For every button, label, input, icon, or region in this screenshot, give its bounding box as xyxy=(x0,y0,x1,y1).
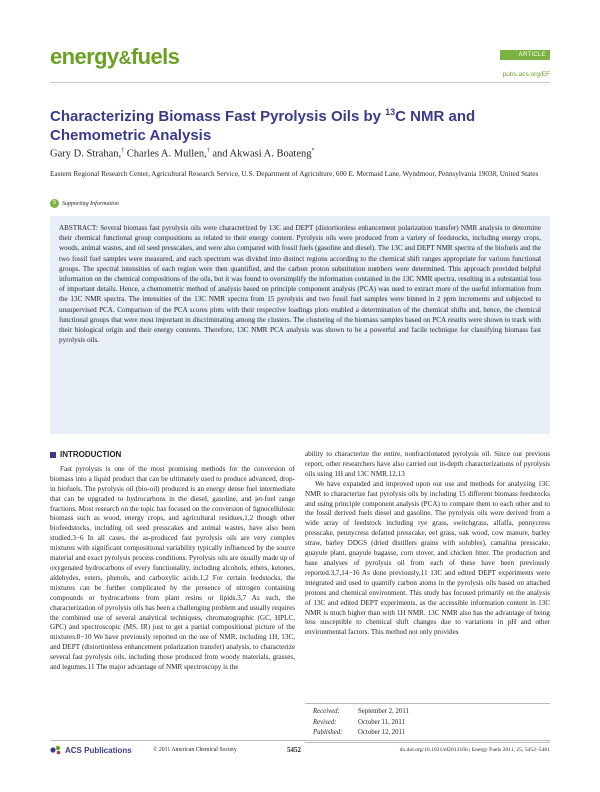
page-number: 5452 xyxy=(287,746,301,754)
section-marker-icon xyxy=(50,452,56,458)
doi-citation[interactable]: dx.doi.org/10.1021/ef201316b | Energy Fuels 2011, 25, 5452–5461 xyxy=(399,747,550,753)
body-paragraph: ability to characterize the entire, nonfractionated pyrolysis oil. Since our previous report, other researchers have also carried out in-depth characterizations of pyrolysis oils using 1H and 13C NMR.12,13 xyxy=(305,450,550,478)
footer-divider xyxy=(50,740,550,741)
affiliation: Eastern Regional Research Center, Agricultural Research Service, U.S. Department of Agriculture, 600 E. Mermaid Lane, Wyndmoor, Pennsylvania 19038, United States xyxy=(50,170,539,178)
section-heading: INTRODUCTION xyxy=(50,450,295,460)
paper-title: Characterizing Biomass Fast Pyrolysis Oils by $^{13}$C NMR and Chemometric Analysis xyxy=(50,107,476,144)
body-column-right xyxy=(305,450,550,638)
body-paragraph: Fast pyrolysis is one of the most promising methods for the conversion of biomass into a liquid product that can be ultimately used to produce advanced, drop-in biofuels. The pyrolysis oil (bio-oil) produced is an energy dense fuel intermediate that can be upgraded to hydrocarbons in the diesel, gasoline, and jet-fuel range fractions. Most research on the topic has focused on the conversion of lignocellulosic biomass such as wood, energy crops, and agricultural residues,1,2 though other biofeedstocks, including oil seed presscakes and animal wastes, have also been studied.3−6 In all cases, the as-produced fast pyrolysis oils are very complex mixtures with significant compositional variability typically influenced by the source material and exact pyrolysis process conditions. Pyrolysis oils are usually made up of oxygenated hydrocarbons of every functionality, including alcohols, ethers, ketones, aldehydes, esters, phenols, and carboxylic acids.1,2 For certain feedstocks, the mixtures can be further complicated by the presence of nitrogen containing compounds or hydrocarbons from plant resins or lipids.3,7 As such, the characterization of pyrolysis oils has been a challenging problem and usually requires the combined use of several analytical techniques, chromatographic (GC, HPLC, GPC) and spectroscopic (MS, IR) just to get a partial compositional picture of the mixtures.8−10 We have previously reported on the use of NMR, including 1H, 13C, and DEPT (distortionless enhancement polarization transfer) analysis, to characterize several fast pyrolysis oils, including those produced from woody materials, grasses, and legumes.11 The major advantage of NMR spectroscopy is the xyxy=(50,464,295,672)
author-name[interactable]: Gary D. Strahan, xyxy=(50,148,122,160)
publisher-logo[interactable]: ACS Publications xyxy=(50,745,132,755)
header-divider xyxy=(50,82,550,83)
date-row: Revised: October 11, 2011 xyxy=(313,718,405,726)
abstract-box xyxy=(50,216,550,434)
author-name[interactable]: and Akwasi A. Boateng xyxy=(212,148,312,160)
journal-name-part: fuels xyxy=(130,44,180,69)
supporting-info-label: Supporting Information xyxy=(62,200,119,207)
author-list: Gary D. Strahan,† Charles A. Mullen,† and Akwasi A. Boateng* xyxy=(50,148,315,160)
journal-logo xyxy=(50,44,179,70)
supporting-info-icon: S xyxy=(50,199,59,208)
journal-name-part: energy xyxy=(50,44,119,69)
abstract-label: ABSTRACT: xyxy=(59,224,98,232)
date-row: Received: September 2, 2011 xyxy=(313,708,409,715)
body-column-left xyxy=(50,450,295,673)
journal-name-amp: & xyxy=(118,48,131,68)
acs-logo-icon xyxy=(50,745,62,755)
author-name[interactable]: Charles A. Mullen, xyxy=(126,148,207,160)
date-row: Published: October 12, 2011 xyxy=(313,729,406,736)
journal-url-link[interactable]: pubs.acs.org/EF xyxy=(502,71,550,78)
body-paragraph: We have expanded and improved upon our use and methods for analyzing 13C NMR to characterize fast pyrolysis oils by including 15 different biomass feedstocks and using principle component analysis (PCA) to compare them to each other and to the fossil derived fuels diesel and gasoline. The pyrolysis oils were derived from a wide array of feedstock including rye grass, switchgrass, alfalfa, pennycress presscake, pennycress defatted presscake, eel grass, oak wood, cow manure, barley straw, barley DDGS (dried distillers grains with solubles), camalina presscake, guayule plant, guayule bagasse, corn stover, and chicken litter. The production and base analyses of pyrolysis oil from each of these have been previously reported.3,7,14−16 As done previously,11 13C and edited DEPT experiments were integrated and used to quantify carbon atoms in the pyrolysis oils based on attached protons and chemical environment. This study has focused primarily on the analysis of 13C and edited DEPT experiments, as the accessible information content in 13C NMR is much higher than with 1H NMR. 13C NMR also has the advantage of being less susceptible to chemical shift changes due to variations in pH and other environmental factors. This method not only provides xyxy=(305,479,550,637)
supporting-information-link[interactable] xyxy=(50,199,119,208)
publication-dates xyxy=(305,703,550,743)
article-type-badge: ARTICLE xyxy=(500,50,550,60)
abstract-text: Several biomass fast pyrolysis oils were characterized by 13C and DEPT (distortionless enhancement polarization transfer) NMR analysis to determine their chemical functional group compositions as related to their energy content. Pyrolysis oils were produced from a variety of feedstocks, including energy crops, woods, animal wastes, and oil seed presscakes, and were also compared with fossil fuels (gasoline and diesel). The 13C and DEPT NMR spectra of the biofuels and the two fossil fuel samples were measured, and each spectrum was divided into distinct regions according to the chemical shift ranges appropriate for various functional groups. The spectral intensities of each region were then quantified, and the carbon proton substitution numbers were determined. This approach provided helpful information on the chemical compositions of the oils, but it was found to oversimplify the information contained in the 13C NMR spectra, resulting in a substantial loss of important details. Hence, a chemometric method of analysis based on principle component analysis (PCA) was used to extract more of the useful information from the 13C NMR spectra. The intensities of the 13C NMR spectra from 15 pyrolysis and two fossil fuel samples were binned in 2 ppm increments and subjected to unsupervised PCA. Comparison of the PCA scores plots with their respective loadings plots enabled a determination of the chemical shifts and, hence, the chemical functional groups that were most important in discriminating among the clusters. The clustering of the biomass samples based on PCA results were shown to track with their biological origin and their energy contents. Therefore, 13C NMR PCA analysis was shown to be a powerful and facile technique for classifying biomass fast pyrolysis oils. xyxy=(59,224,541,345)
copyright-notice: © 2011 American Chemical Society xyxy=(153,747,237,753)
